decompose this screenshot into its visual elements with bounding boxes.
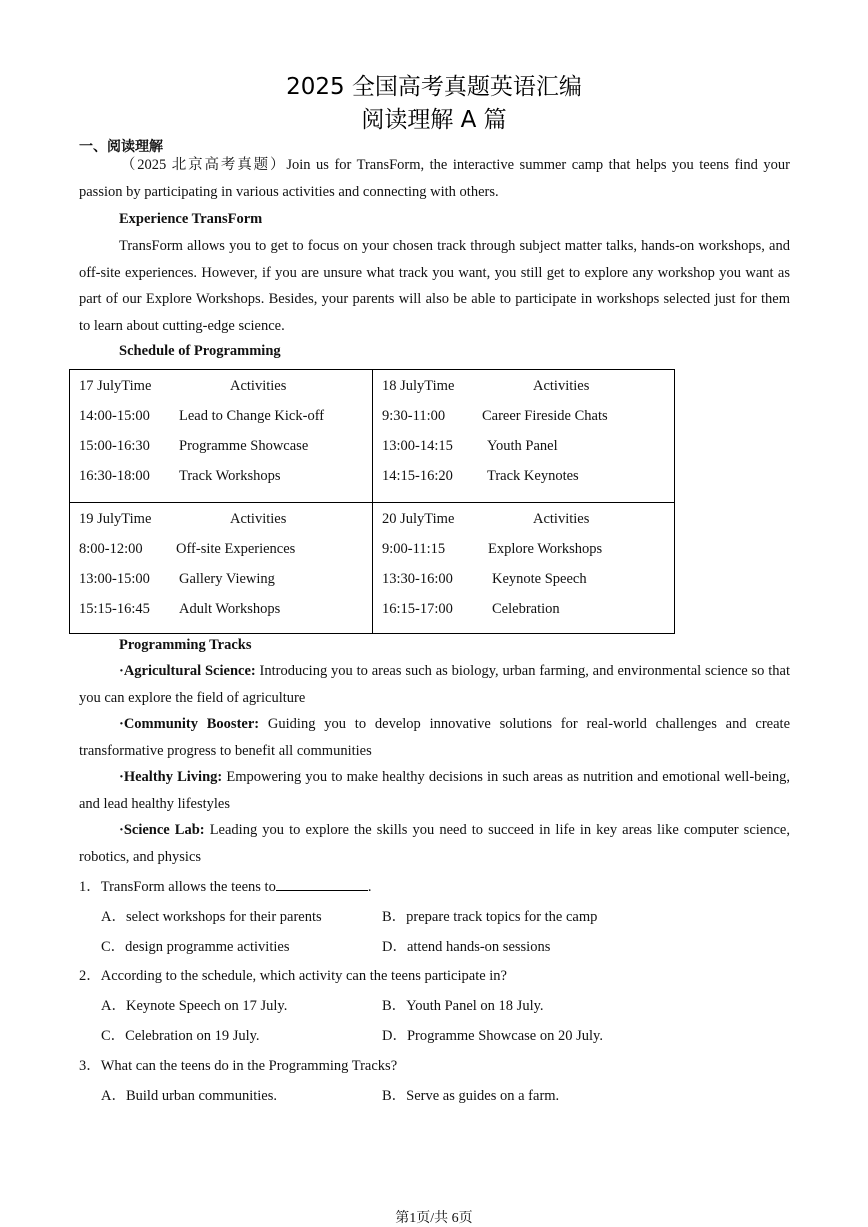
question-stem: 1．TransForm allows the teens to (79, 879, 276, 895)
question-stem-end: . (367, 879, 372, 895)
intro-paragraph (79, 152, 790, 205)
cell-header-time: 19 JulyTime (79, 511, 152, 527)
row-activity: Gallery Viewing (179, 571, 275, 587)
track-name: ·Agricultural Science: (119, 663, 256, 679)
track-text: Guiding you to develop innovative solutions for real-world challenges and create transformative progress to benefit all communities (79, 716, 791, 759)
question-2: 2．According to the schedule, which activity can the teens participate in? (79, 968, 507, 984)
intro-text: （2025 北京高考真题）Join us for TransForm, the interactive summer camp that helps you teens find your passion by participating in various activities and connecting with others. (79, 157, 790, 200)
question-3-option-a[interactable]: A．Build urban communities. (101, 1088, 277, 1104)
schedule-row (79, 571, 275, 588)
row-activity: Track Keynotes (487, 468, 579, 484)
row-time: 13:30-16:00 (382, 571, 453, 587)
cell-header-activities: Activities (230, 378, 287, 394)
row-time: 14:15-16:20 (382, 468, 453, 484)
row-activity: Programme Showcase (179, 438, 309, 454)
experience-paragraph (79, 233, 790, 339)
question-1 (79, 875, 371, 896)
schedule-row (382, 541, 602, 558)
row-time: 13:00-15:00 (79, 571, 150, 587)
row-activity: Off-site Experiences (176, 541, 296, 557)
track-item-community-booster (79, 711, 790, 764)
row-activity: Track Workshops (179, 468, 281, 484)
schedule-row (79, 468, 281, 485)
question-1-option-a[interactable]: A．select workshops for their parents (101, 909, 322, 925)
question-3: 3．What can the teens do in the Programming Tracks? (79, 1058, 398, 1074)
cell-header-time: 17 JulyTime (79, 378, 152, 394)
row-activity: Adult Workshops (179, 601, 281, 617)
row-activity: Career Fireside Chats (482, 408, 608, 424)
experience-text: TransForm allows you to get to focus on your chosen track through subject matter talks, hands-on workshops, and off-site experiences. However, if you are unsure what track you want, you still get to explore any workshop you want as part of our Explore Workshops. Besides, your parents will also be able to participate in workshops selected just for them to learn about cutting-edge science. (79, 238, 790, 334)
schedule-row (382, 601, 560, 618)
cell-header-time: 20 JulyTime (382, 511, 455, 527)
row-activity: Lead to Change Kick-off (179, 408, 325, 424)
answer-blank (276, 876, 368, 891)
track-item-healthy-living (79, 764, 790, 817)
schedule-row (79, 408, 324, 425)
tracks-heading: Programming Tracks (119, 637, 252, 653)
schedule-row (382, 468, 579, 485)
question-1-option-d[interactable]: D．attend hands-on sessions (382, 939, 551, 955)
row-activity: Keynote Speech (492, 571, 587, 587)
schedule-row (79, 438, 308, 455)
row-time: 9:00-11:15 (382, 541, 446, 557)
schedule-row (79, 601, 280, 618)
cell-header-time: 18 JulyTime (382, 378, 455, 394)
experience-heading: Experience TransForm (119, 211, 263, 227)
cell-header-activities: Activities (230, 511, 287, 527)
schedule-row (382, 408, 608, 425)
question-1-option-b[interactable]: B．prepare track topics for the camp (382, 909, 598, 925)
track-text: Introducing you to areas such as biology, urban farming, and environmental science so that you can explore the field of agriculture (79, 663, 790, 706)
document-title: 2025 全国高考真题英语汇编 (286, 74, 582, 100)
question-3-option-b[interactable]: B．Serve as guides on a farm. (382, 1088, 560, 1104)
schedule-cell-17-july (70, 370, 372, 502)
row-activity: Youth Panel (487, 438, 558, 454)
row-activity: Explore Workshops (488, 541, 603, 557)
document-subtitle: 阅读理解 A 篇 (361, 107, 507, 133)
track-text: Empowering you to make healthy decisions in such areas as nutrition and emotional well-being, and lead healthy lifestyles (79, 769, 791, 812)
question-2-option-c[interactable]: C．Celebration on 19 July. (101, 1028, 260, 1044)
question-1-option-c[interactable]: C．design programme activities (101, 939, 290, 955)
schedule-row (79, 541, 295, 558)
schedule-cell-20-july (373, 503, 675, 635)
cell-header-activities: Activities (533, 511, 590, 527)
track-name: ·Healthy Living: (119, 769, 223, 785)
track-name: ·Community Booster: (119, 716, 260, 732)
row-time: 8:00-12:00 (79, 541, 143, 557)
section-heading: 一、阅读理解 (79, 139, 163, 155)
question-2-option-b[interactable]: B．Youth Panel on 18 July. (382, 998, 544, 1014)
row-time: 16:15-17:00 (382, 601, 453, 617)
question-2-option-a[interactable]: A．Keynote Speech on 17 July. (101, 998, 288, 1014)
schedule-cell-18-july (373, 370, 675, 502)
row-time: 16:30-18:00 (79, 468, 150, 484)
row-time: 9:30-11:00 (382, 408, 446, 424)
schedule-heading: Schedule of Programming (119, 343, 281, 359)
question-2-option-d[interactable]: D．Programme Showcase on 20 July. (382, 1028, 603, 1044)
track-item-science-lab (79, 817, 790, 870)
track-text: Leading you to explore the skills you need to succeed in life in key areas like computer science, robotics, and physics (79, 822, 790, 865)
schedule-row (382, 438, 558, 455)
schedule-cell-19-july (70, 503, 372, 635)
track-name: ·Science Lab: (119, 822, 205, 838)
cell-header-activities: Activities (533, 378, 590, 394)
row-time: 15:15-16:45 (79, 601, 150, 617)
row-time: 13:00-14:15 (382, 438, 453, 454)
row-time: 14:00-15:00 (79, 408, 150, 424)
schedule-row (382, 571, 587, 588)
page-number: 第1页/共 6页 (395, 1211, 473, 1226)
row-activity: Celebration (492, 601, 560, 617)
track-item-agricultural-science (79, 658, 790, 711)
row-time: 15:00-16:30 (79, 438, 150, 454)
schedule-table (69, 369, 675, 634)
